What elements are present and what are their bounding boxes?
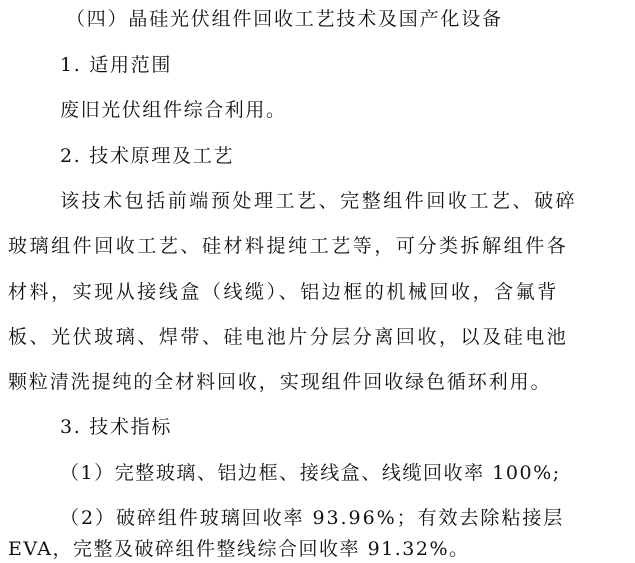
- section-title: （四）晶硅光伏组件回收工艺技术及国产化设备: [66, 8, 503, 30]
- indicator-item: （1）完整玻璃、铝边框、接线盒、线缆回收率 100%;: [60, 462, 561, 484]
- indicator-item-continuation: EVA，完整及破碎组件整线综合回收率 91.32%。: [8, 538, 470, 560]
- scope-text: 废旧光伏组件综合利用。: [60, 99, 287, 121]
- principle-line: 颗粒清洗提纯的全材料回收，实现组件回收绿色循环利用。: [8, 371, 552, 393]
- principle-heading: 2. 技术原理及工艺: [60, 145, 235, 167]
- indicator-heading: 3. 技术指标: [60, 416, 173, 438]
- scope-heading: 1. 适用范围: [60, 54, 173, 76]
- principle-line: 该技术包括前端预处理工艺、完整组件回收工艺、破碎: [60, 190, 578, 212]
- principle-line: 材料，实现从接线盒（线缆）、铝边框的机械回收，含氟背: [8, 281, 559, 303]
- principle-line: 玻璃组件回收工艺、硅材料提纯工艺等，可分类拆解组件各: [8, 235, 569, 257]
- principle-line: 板、光伏玻璃、焊带、硅电池片分层分离回收，以及硅电池: [8, 326, 569, 348]
- indicator-item: （2）破碎组件玻璃回收率 93.96%；有效去除粘接层: [60, 507, 565, 529]
